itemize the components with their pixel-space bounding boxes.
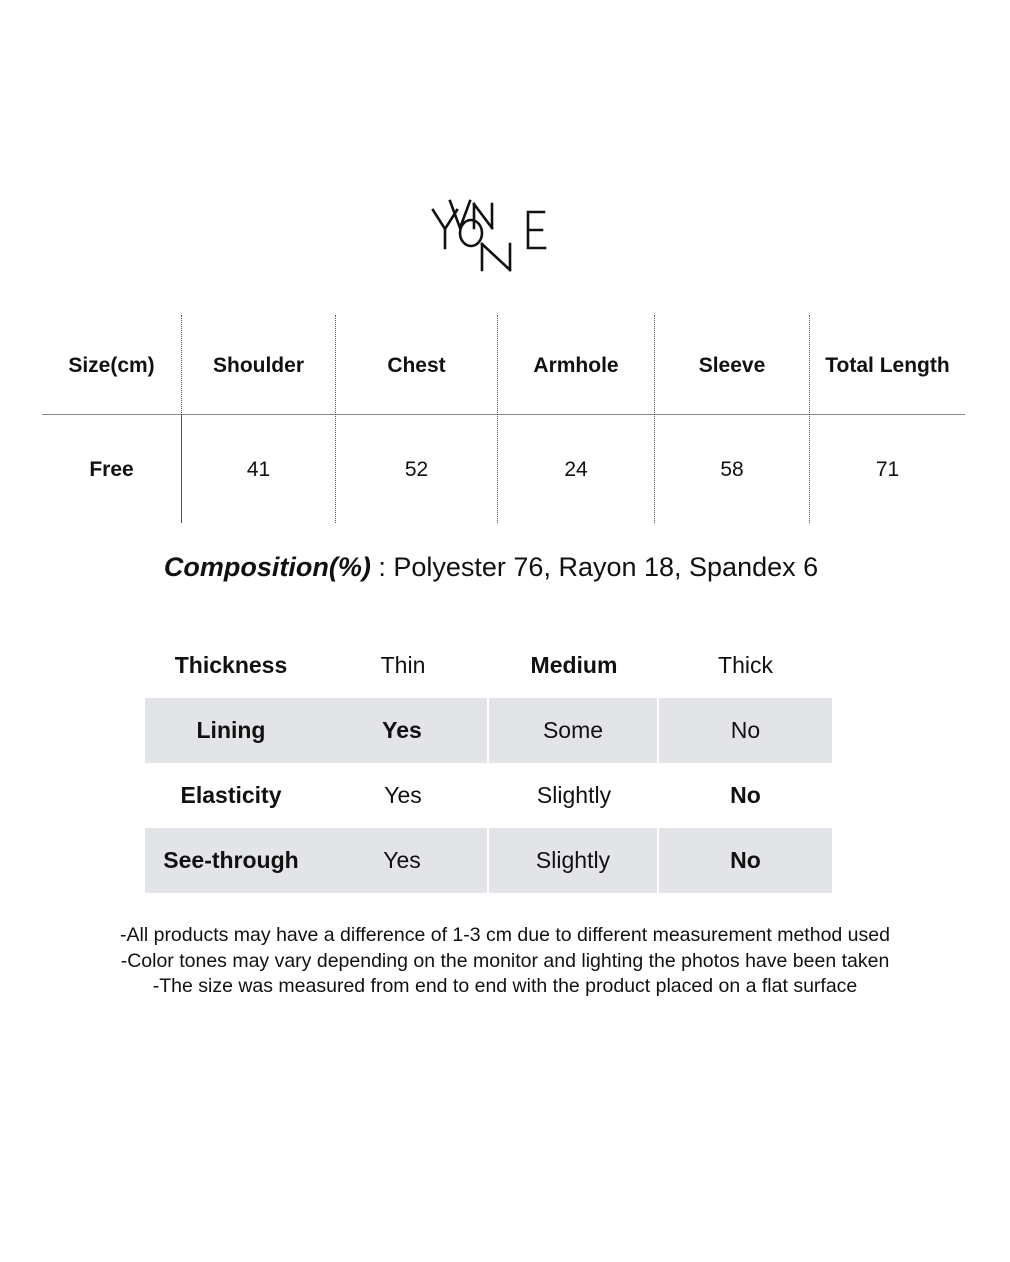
fabric-option: No [659,698,832,763]
fabric-row-label: Lining [145,698,317,763]
fabric-row-label: Elasticity [180,782,282,808]
column-divider [809,315,810,523]
brand-logo-mark [428,198,552,278]
fabric-option: Thin [380,652,426,678]
value-chest: 52 [404,458,429,481]
fabric-option: Yes [384,782,422,808]
fabric-properties-table [145,633,832,893]
composition-label: Composition(%) [163,552,371,582]
header-chest: Chest [387,354,446,377]
value-sleeve: 58 [720,458,744,481]
header-total-length: Total Length [825,354,950,377]
fabric-row-label: See-through [145,828,317,893]
fabric-row-see-through [145,828,832,893]
notes [0,923,1010,1000]
fabric-row-label: Thickness [174,652,288,678]
header-armhole: Armhole [533,354,619,377]
header-sleeve: Sleeve [698,354,766,377]
fabric-option-selected: Medium [530,652,618,678]
composition-line [0,548,1010,586]
size-free: Free [89,458,134,481]
fabric-option-selected: Yes [317,698,487,763]
fabric-option: Slightly [536,782,612,808]
note-line: -All products may have a difference of 1-3 cm due to different measurement method used [120,924,890,946]
column-divider [497,315,498,523]
header-size: Size(cm) [68,354,155,377]
value-shoulder: 41 [246,458,271,481]
column-divider [654,315,655,523]
value-total-length: 71 [875,458,900,481]
fabric-option-selected: No [730,782,761,808]
fabric-option: Thick [718,652,773,678]
fabric-row-lining [145,698,832,763]
fabric-option: Yes [317,828,487,893]
fabric-option-selected: No [659,828,832,893]
brand-logo [428,198,552,278]
size-table [42,315,965,523]
fabric-row-thickness [145,633,832,698]
column-divider [335,315,336,523]
fabric-row-elasticity [145,763,832,828]
value-armhole: 24 [564,458,588,481]
note-line: -Color tones may vary depending on the monitor and lighting the photos have been taken [120,949,890,972]
header-shoulder: Shoulder [212,354,304,377]
fabric-option: Slightly [489,828,657,893]
composition-value: Polyester 76, Rayon 18, Spandex 6 [393,552,819,582]
fabric-option: Some [489,698,657,763]
note-line: -The size was measured from end to end with the product placed on a flat surface [152,975,858,997]
composition-separator: : [370,552,394,582]
